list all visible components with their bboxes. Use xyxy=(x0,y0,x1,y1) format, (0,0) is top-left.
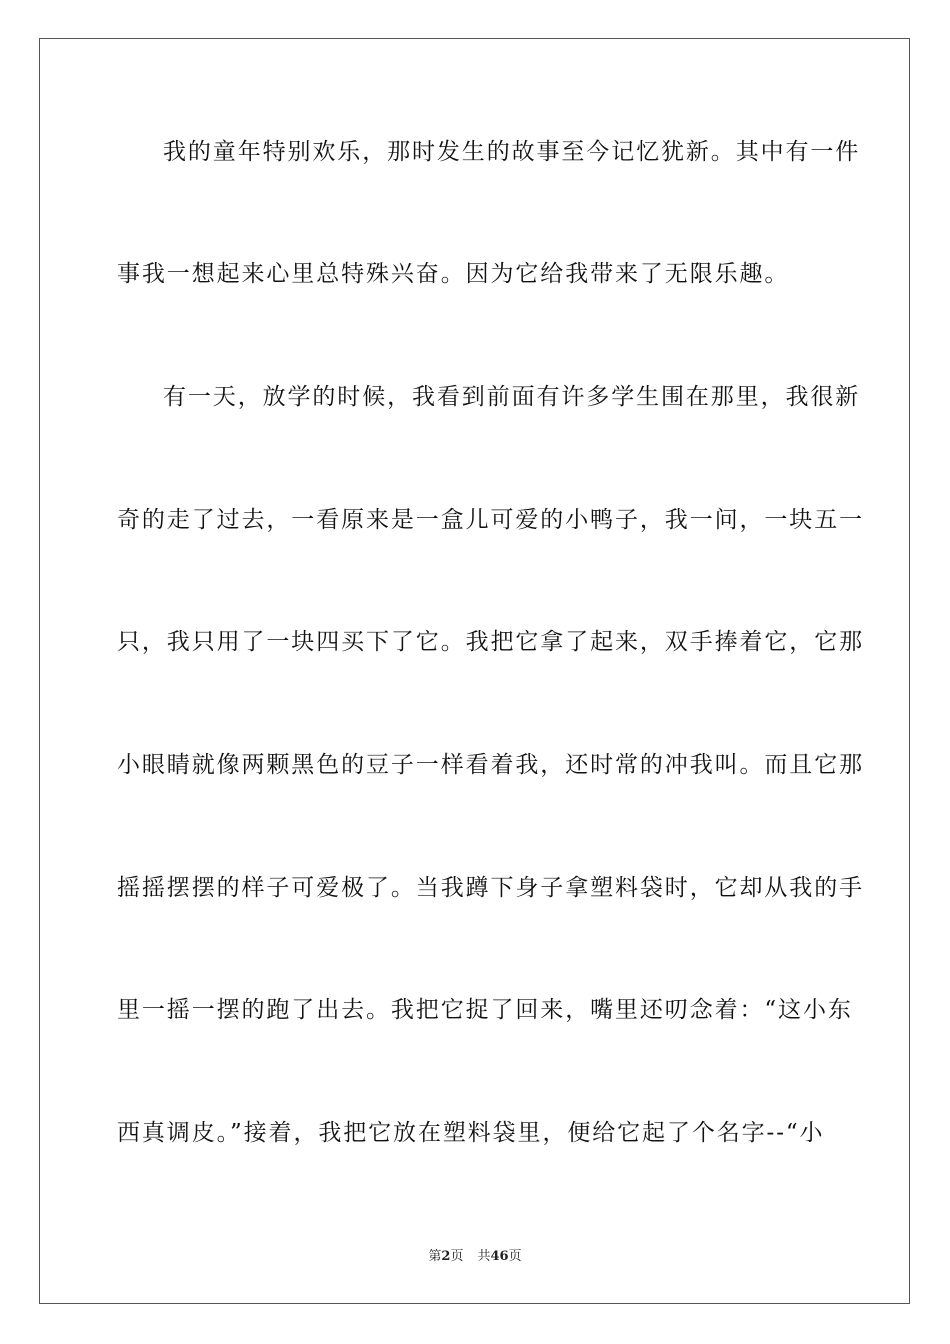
paragraph-1-line-1: 我的童年特别欢乐，那时发生的故事至今记忆犹新。其中有一件 xyxy=(163,139,861,165)
paragraph-2-line-7: 西真调皮。”接着，我把它放在塑料袋里，便给它起了个名字--“小 xyxy=(117,1120,825,1146)
page-prefix: 第 xyxy=(428,1249,442,1264)
total-pages: 46 xyxy=(490,1249,509,1264)
paragraph-2-line-4: 小眼睛就像两颗黑色的豆子一样看着我，还时常的冲我叫。而且它那 xyxy=(117,752,864,778)
paragraph-2-line-1: 有一天，放学的时候，我看到前面有许多学生围在那里，我很新 xyxy=(163,384,861,410)
page-footer xyxy=(0,1248,950,1266)
page-suffix: 页 xyxy=(450,1249,464,1264)
paragraph-2-line-3: 只，我只用了一块四买下了它。我把它拿了起来，双手捧着它，它那 xyxy=(117,629,864,655)
total-suffix: 页 xyxy=(508,1249,522,1264)
paragraph-2-line-5: 摇摇摆摆的样子可爱极了。当我蹲下身子拿塑料袋时，它却从我的手 xyxy=(117,875,864,901)
page-number: 2 xyxy=(441,1249,451,1264)
page-border xyxy=(39,38,910,1304)
paragraph-2-line-6: 里一摇一摆的跑了出去。我把它捉了回来，嘴里还叨念着：“这小东 xyxy=(117,997,853,1023)
total-prefix: 共 xyxy=(477,1249,491,1264)
paragraph-2-line-2: 奇的走了过去，一看原来是一盒儿可爱的小鸭子，我一问，一块五一 xyxy=(117,507,864,533)
paragraph-1-line-2: 事我一想起来心里总特殊兴奋。因为它给我带来了无限乐趣。 xyxy=(117,261,790,287)
